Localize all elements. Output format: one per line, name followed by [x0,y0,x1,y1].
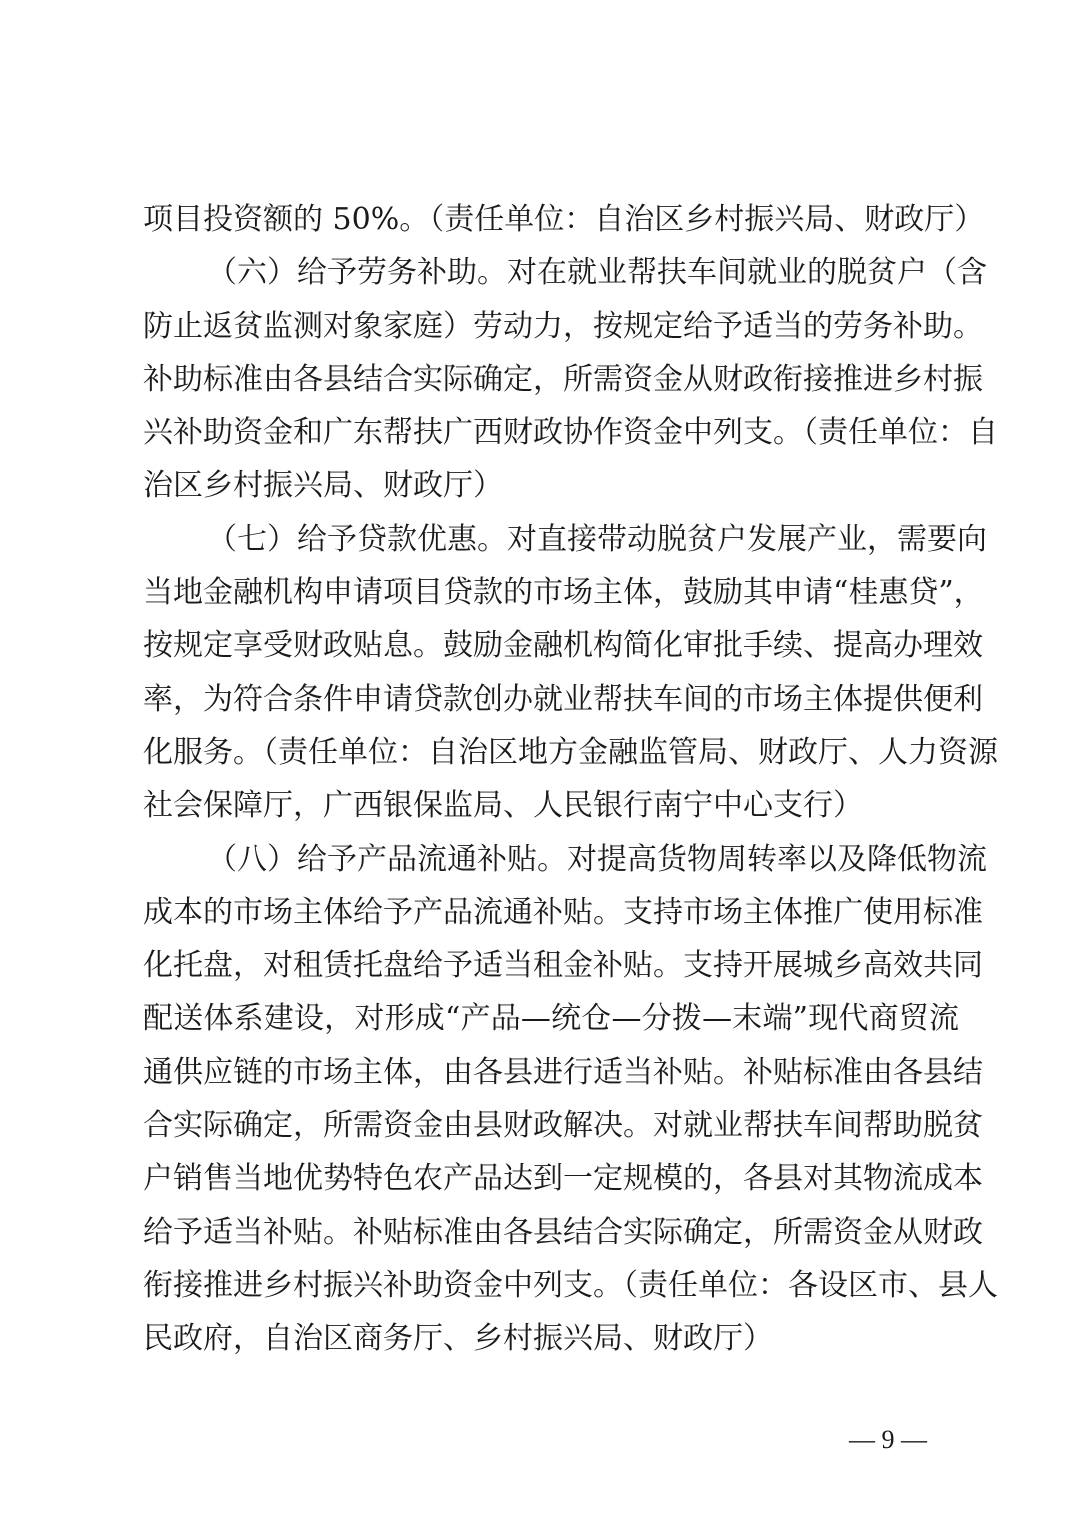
text-line: 项目投资额的 50%。（责任单位：自治区乡村振兴局、财政厅） [143,202,985,237]
text-line: 当地金融机构申请项目贷款的市场主体，鼓励其申请“桂惠贷”， [143,575,984,611]
text-line: 兴补助资金和广东帮扶广西财政协作资金中列支。（责任单位：自 [143,415,998,451]
text-line: 给予适当补贴。补贴标准由各县结合实际确定，所需资金从财政 [143,1214,983,1250]
body-text [143,193,998,1366]
text-line: 按规定享受财政贴息。鼓励金融机构简化审批手续、提高办理效 [143,628,983,664]
text-line: 防止返贫监测对象家庭）劳动力，按规定给予适当的劳务补助。 [143,308,983,344]
text-line: 化托盘，对租赁托盘给予适当租金补贴。支持开展城乡高效共同 [143,948,983,984]
text-line: 户销售当地优势特色农产品达到一定规模的，各县对其物流成本 [143,1161,983,1197]
text-line: 配送体系建设，对形成“产品—统仓—分拨—末端”现代商贸流 [143,1001,959,1037]
text-line: 补助标准由各县结合实际确定，所需资金从财政衔接推进乡村振 [143,361,983,397]
text-line: 成本的市场主体给予产品流通补贴。支持市场主体推广使用标准 [143,894,983,930]
text-line: 治区乡村振兴局、财政厅） [143,468,503,504]
section-heading-line: （七）给予贷款优惠。对直接带动脱贫户发展产业，需要向 [207,521,987,557]
text-line: 衔接推进乡村振兴补助资金中列支。（责任单位：各设区市、县人 [143,1267,998,1303]
section-heading-line: （八）给予产品流通补贴。对提高货物周转率以及降低物流 [207,841,987,877]
text-line: 社会保障厅，广西银保监局、人民银行南宁中心支行） [143,788,863,824]
section-heading-line: （六）给予劳务补助。对在就业帮扶车间就业的脱贫户（含 [207,255,987,291]
text-line: 通供应链的市场主体，由各县进行适当补贴。补贴标准由各县结 [143,1054,983,1090]
text-line: 化服务。（责任单位：自治区地方金融监管局、财政厅、人力资源 [143,734,998,770]
text-line: 率，为符合条件申请贷款创办就业帮扶车间的市场主体提供便利 [143,681,983,717]
page-number: — 9 — [849,1425,927,1454]
text-line: 合实际确定，所需资金由县财政解决。对就业帮扶车间帮助脱贫 [143,1108,983,1144]
text-line: 民政府，自治区商务厅、乡村振兴局、财政厅） [143,1321,773,1357]
